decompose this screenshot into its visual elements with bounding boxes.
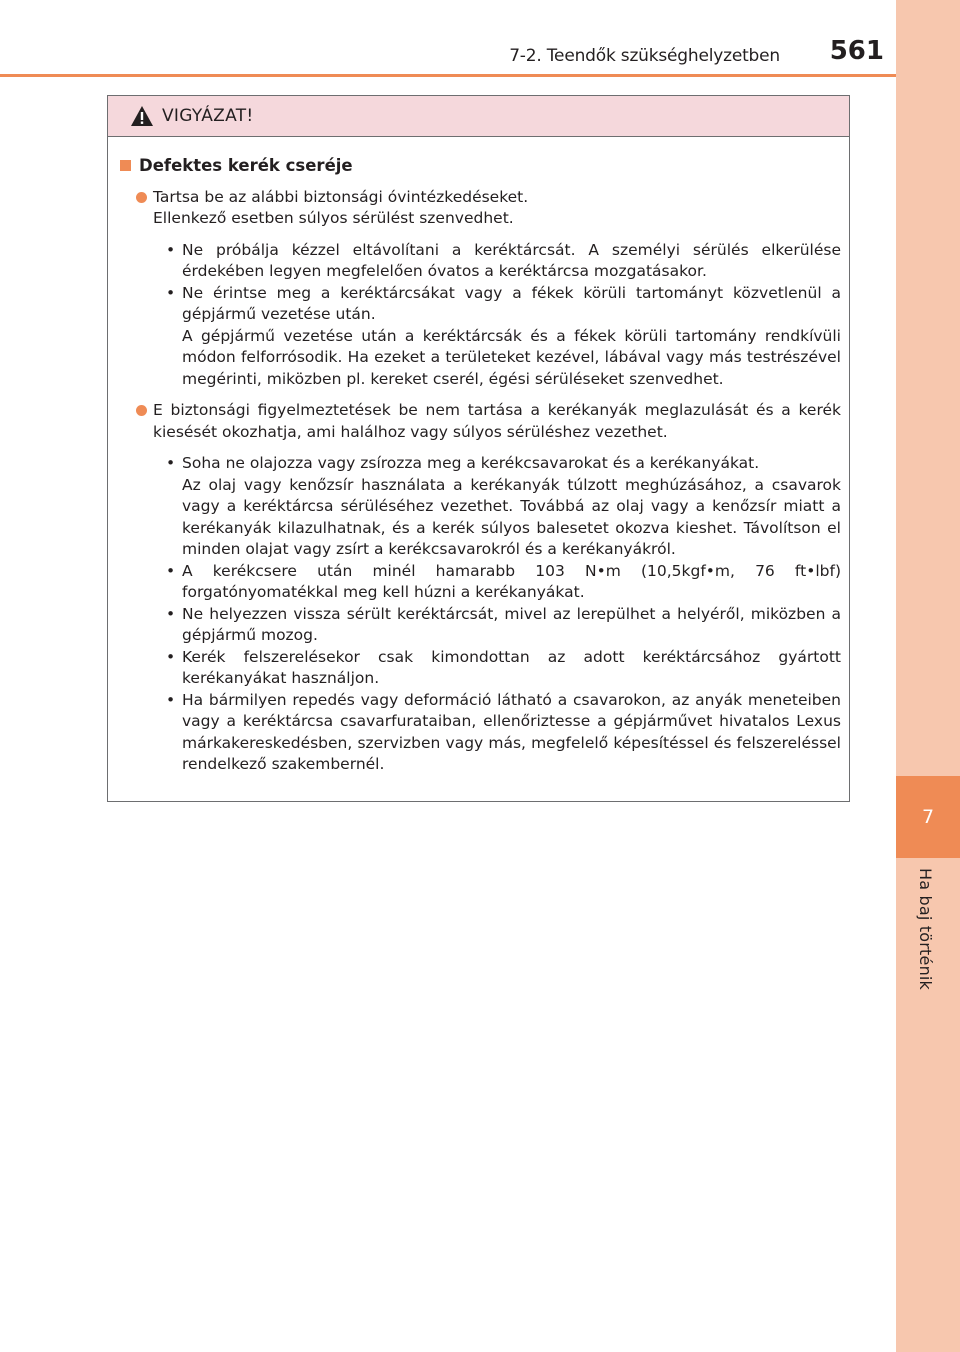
chapter-number-tab[interactable]: 7 <box>896 776 960 858</box>
warning-box <box>107 95 850 802</box>
sub-item-paragraph: Ne próbálja kézzel eltávolítani a keréktárcsát. A személyi sérülés elkerülése érdekében legyen megfelelően óvatos a keréktárcsa mozgatásakor. <box>182 240 841 280</box>
sub-item <box>120 604 841 647</box>
bullet-icon: • <box>166 647 176 666</box>
sub-item-paragraph: Ne helyezzen vissza sérült keréktárcsát, mivel az lerepülhet a helyéről, miközben a gépjármű mozog. <box>182 604 841 644</box>
sub-item-paragraph: Az olaj vagy kenőzsír használata a kerékanyák túlzott meghúzásához, a csavarok vagy a keréktárcsa sérüléséhez vezethet. Továbbá az olaj vagy a kenőzsír miatt a kerékanyák kilazulhatnak, és a kerék súlyos balesetet okozva kieshet. Távolítson el minden olajat vagy zsírt a kerékcsavarokról és a kerékanyákról. <box>182 475 841 558</box>
sub-item <box>120 283 841 391</box>
warning-title: VIGYÁZAT! <box>162 106 254 126</box>
sub-item-paragraph: Ne érintse meg a keréktárcsákat vagy a fékek körüli tartományt közvetlenül a gépjármű vezetése után. <box>182 283 841 323</box>
bullet-icon: • <box>166 283 176 302</box>
bullet-icon: • <box>166 561 176 580</box>
sub-item-text <box>182 240 841 283</box>
sub-item-text <box>182 647 841 690</box>
sub-item-paragraph: A gépjármű vezetése után a keréktárcsák és a fékek körüli tartomány rendkívüli módon felforrósodik. Ha ezeket a területeket kezével, lábával vagy más testrészével megérinti, miközben pl. kereket cserél, égési sérüléseket szenvedhet. <box>182 326 841 388</box>
sub-item-paragraph: Soha ne olajozza vagy zsírozza meg a kerékcsavarokat és a kerékanyákat. <box>182 454 760 472</box>
sub-item-paragraph: Kerék felszerelésekor csak kimondottan az adott keréktárcsához gyártott kerékanyákat használjon. <box>182 647 841 687</box>
sub-item-text <box>182 283 841 391</box>
sub-item-text <box>182 690 841 776</box>
bullet-icon: • <box>166 690 176 709</box>
warning-content <box>108 137 849 776</box>
side-tab <box>896 0 960 1352</box>
sub-item <box>120 647 841 690</box>
page-number: 561 <box>829 36 884 66</box>
warning-point-text: E biztonsági figyelmeztetések be nem tartása a kerékanyák meglazulását és a kerék kiesését okozhatja, ami halálhoz vagy súlyos sérüléshez vezethet. <box>153 401 841 441</box>
header-rule <box>0 74 896 77</box>
sub-item <box>120 240 841 283</box>
warning-triangle-icon <box>130 105 154 127</box>
sub-item <box>120 690 841 776</box>
bullet-icon: • <box>166 454 176 472</box>
section-title: 7-2. Teendők szükséghelyzetben <box>509 46 780 66</box>
sub-item-text <box>182 453 841 561</box>
warning-point-text: Tartsa be az alábbi biztonsági óvintézkedéseket. Ellenkező esetben súlyos sérülést szenvedhet. <box>153 187 529 227</box>
circle-bullet-icon <box>136 405 147 416</box>
warning-point <box>120 187 841 230</box>
circle-bullet-icon <box>136 192 147 203</box>
sub-item <box>120 453 841 561</box>
square-bullet-icon <box>120 160 131 171</box>
chapter-title: Ha baj történik <box>916 868 935 991</box>
sub-item-text <box>182 561 841 604</box>
sub-item-text <box>182 604 841 647</box>
sub-item <box>120 561 841 604</box>
sub-item-paragraph: A kerékcsere után minél hamarabb 103 N•m (10,5kgf•m, 76 ft•lbf) forgatónyomatékkal meg kell húzni a kerékanyákat. <box>182 561 841 601</box>
sub-item-paragraph: Ha bármilyen repedés vagy deformáció látható a csavarokon, az anyák meneteiben vagy a keréktárcsa csavarfurataiban, ellenőriztesse a gépjárművet hivatalos Lexus márkakereskedésben, szervizben vagy más, megfelelő képesítéssel és felszereléssel rendelkező szakembernél. <box>182 690 841 773</box>
warning-point <box>120 400 841 443</box>
bullet-icon: • <box>166 240 176 259</box>
warning-header <box>108 96 849 137</box>
bullet-icon: • <box>166 604 176 623</box>
section-heading: Defektes kerék cseréje <box>120 155 841 177</box>
